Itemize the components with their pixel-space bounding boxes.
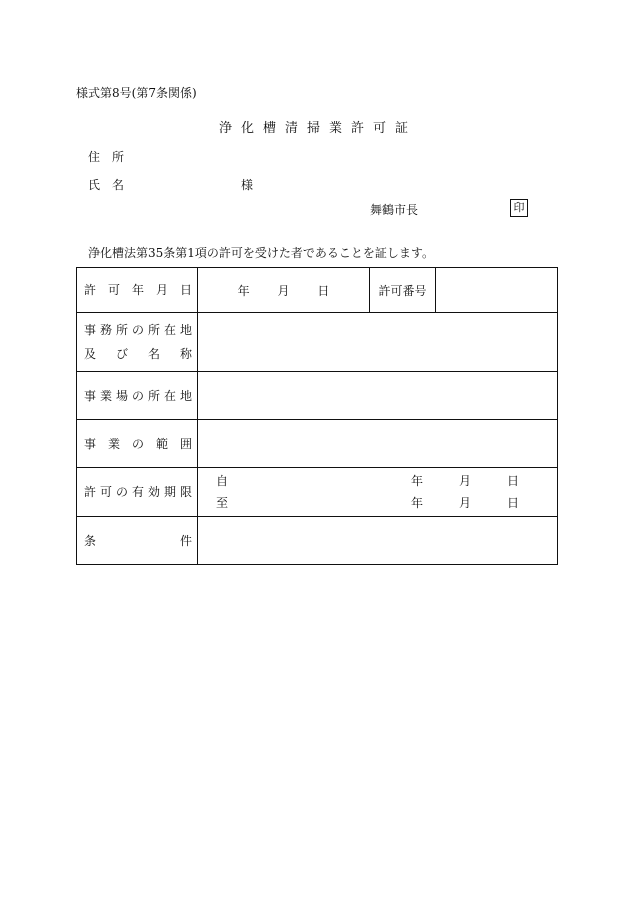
- office-value: [198, 313, 558, 372]
- month-label: 月: [459, 474, 472, 488]
- year-label: 年: [411, 474, 424, 488]
- permit-number-label: 許可番号: [370, 268, 436, 313]
- scope-value: [198, 420, 558, 468]
- from-label: 自: [216, 474, 229, 488]
- day-label: 日: [507, 496, 520, 510]
- conditions-label: 条件: [84, 533, 192, 548]
- address-label: 住所: [88, 150, 137, 164]
- year-label: 年: [411, 496, 424, 510]
- scope-label: 事業の範囲: [84, 436, 192, 451]
- day-label: 日: [507, 474, 520, 488]
- permit-table: [76, 267, 558, 565]
- table-row: [77, 313, 558, 372]
- office-label-line2: 及び名称: [84, 347, 192, 361]
- permit-date-label-cell: [77, 268, 198, 313]
- day-label: 日: [317, 283, 330, 298]
- table-row: [77, 268, 558, 313]
- validity-label-cell: [77, 468, 198, 517]
- table-row: [77, 517, 558, 565]
- conditions-label-cell: [77, 517, 198, 565]
- validity-value-cell: [198, 468, 558, 517]
- permit-date-label: 許可年月日: [84, 283, 192, 297]
- year-label: 年: [237, 283, 250, 298]
- certification-statement: 浄化槽法第35条第1項の許可を受けた者であることを証します。: [88, 246, 434, 260]
- office-label-line1: 事務所の所在地: [84, 323, 192, 337]
- form-number: 様式第8号(第7条関係): [76, 86, 197, 100]
- site-label: 事業場の所在地: [84, 388, 192, 403]
- validity-label: 許可の有効期限: [84, 485, 192, 499]
- issuer: 舞鶴市長: [370, 203, 419, 217]
- table-row: [77, 468, 558, 517]
- to-label: 至: [216, 496, 229, 510]
- name-label: 氏名: [88, 178, 137, 192]
- conditions-value: [198, 517, 558, 565]
- month-label: 月: [459, 496, 472, 510]
- permit-number-value: [436, 268, 558, 313]
- validity-from-line: [198, 470, 557, 492]
- document-title: 浄化槽清掃業許可証: [218, 121, 417, 136]
- site-value: [198, 372, 558, 420]
- honorific: 様: [241, 178, 254, 192]
- table-row: [77, 420, 558, 468]
- validity-to-line: [198, 492, 557, 514]
- permit-date-value-cell: [198, 268, 370, 313]
- site-label-cell: [77, 372, 198, 420]
- office-label-cell: [77, 313, 198, 372]
- table-row: [77, 372, 558, 420]
- seal-mark: 印: [510, 199, 528, 217]
- month-label: 月: [277, 283, 290, 298]
- scope-label-cell: [77, 420, 198, 468]
